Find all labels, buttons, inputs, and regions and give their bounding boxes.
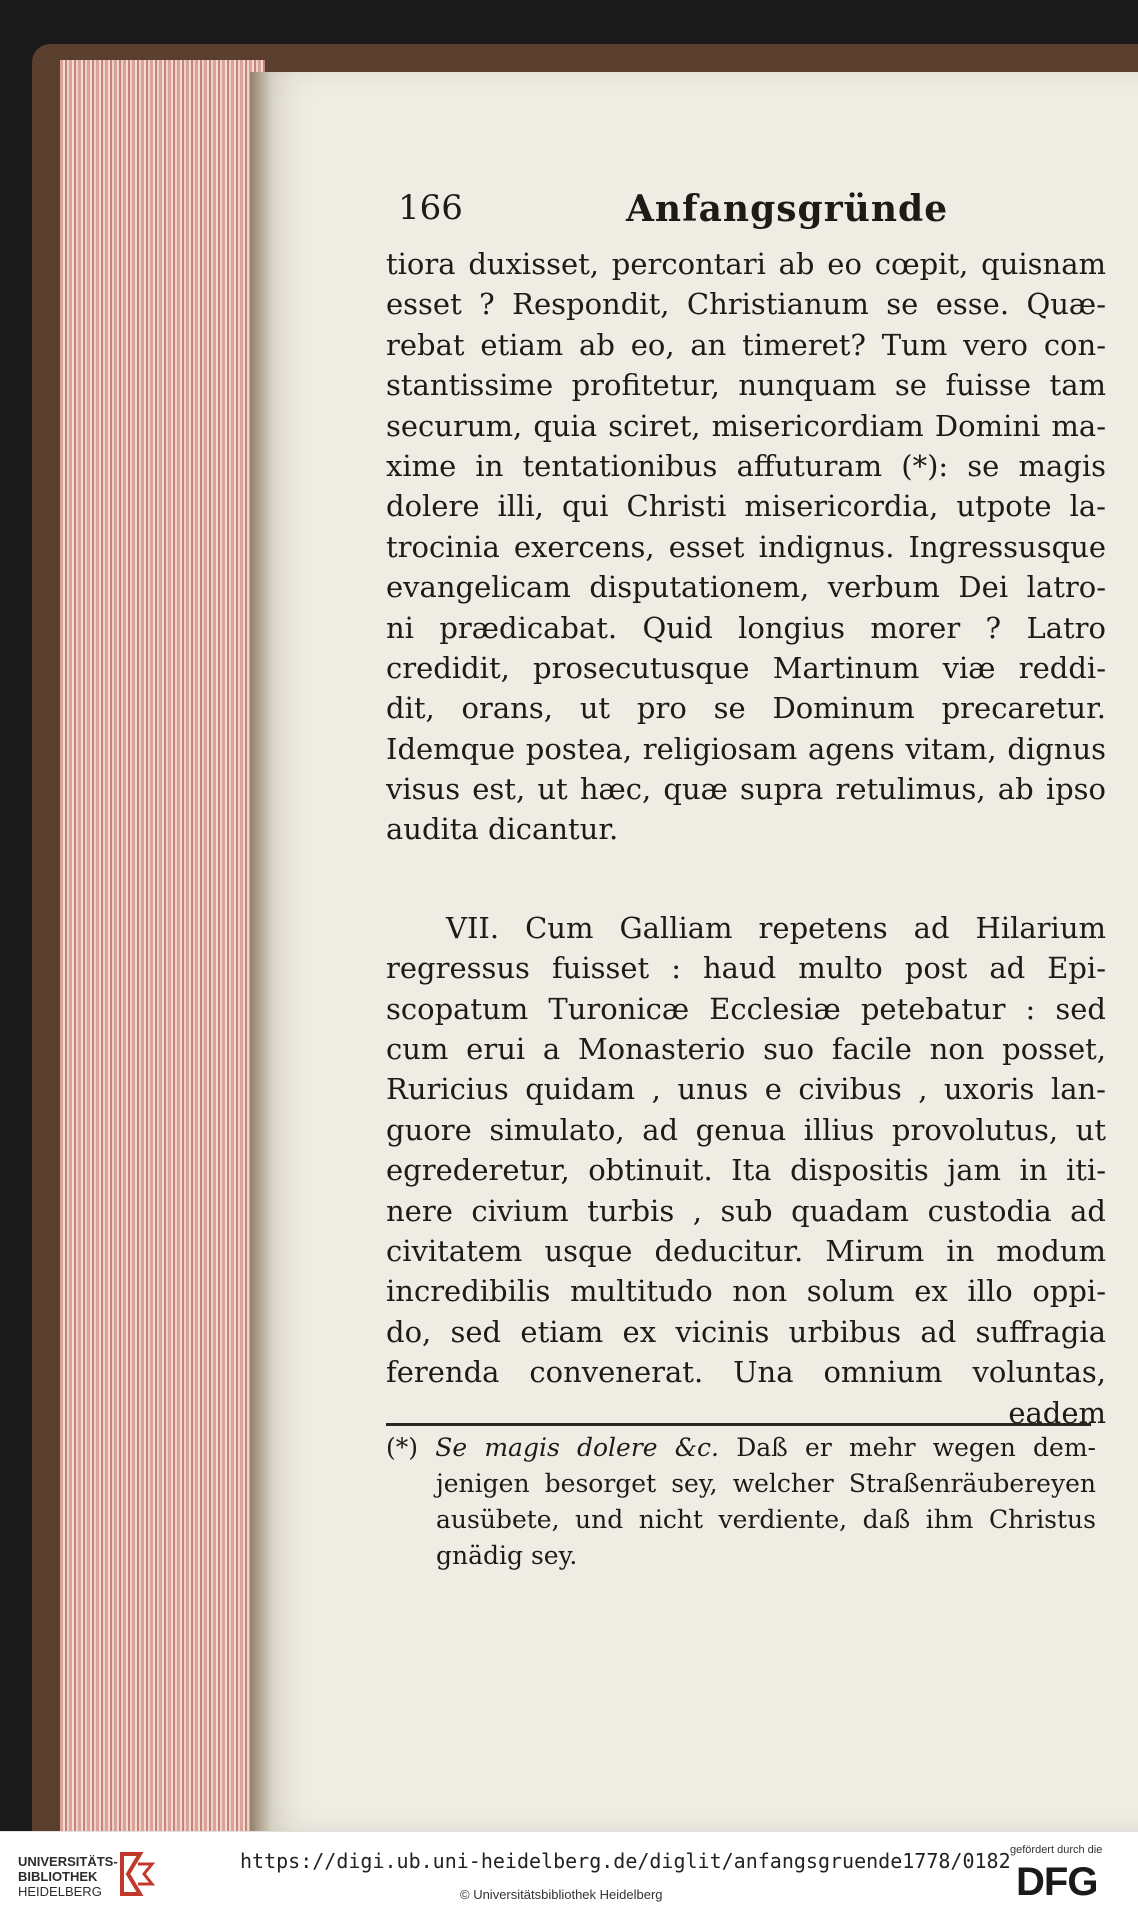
page-url-link[interactable]: https://digi.ub.uni-heidelberg.de/diglit/anfangsgruende1778/0182 — [240, 1849, 1011, 1873]
page-gutter — [250, 72, 272, 1831]
text-line: esset ? Respondit, Christianum se esse. Quæ- — [386, 287, 1106, 322]
footnote-rule — [386, 1423, 1091, 1426]
text-line: civitatem usque deducitur. Mirum in modum — [386, 1233, 1106, 1268]
text-line: Ruricius quidam , unus e civibus , uxoris lan- — [386, 1072, 1106, 1107]
text-line: tiora duxisset, percontari ab eo cœpit, quisnam — [386, 247, 1106, 281]
footnote-lemma: Se magis dolere &c. — [435, 1433, 719, 1462]
copyright-notice: © Universitätsbibliothek Heidelberg — [460, 1887, 663, 1902]
text-line: xime in tentationibus affuturam (*): se magis — [386, 448, 1106, 483]
footnote-line: jenigen besorget sey, welcher Straßenräubereyen — [436, 1469, 1096, 1498]
text-line: ferenda convenerat. Una omnium voluntas, — [386, 1355, 1106, 1390]
main-text — [386, 244, 1106, 1433]
library-name-line: BIBLIOTHEK — [18, 1869, 98, 1884]
viewer-footer — [0, 1831, 1138, 1914]
text-line: egrederetur, obtinuit. Ita dispositis jam in iti- — [386, 1153, 1106, 1188]
text-line: rebat etiam ab eo, an timeret? Tum vero con- — [386, 327, 1106, 362]
footnote-line: ausübete, und nicht verdiente, daß ihm Christus — [436, 1505, 1096, 1534]
footnote-line — [386, 1430, 1096, 1466]
text-line: trocinia exercens, esset indignus. Ingressusque — [386, 529, 1106, 564]
text-line: scopatum Turonicæ Ecclesiæ petebatur : sed — [386, 991, 1106, 1026]
text-line: visus est, ut hæc, quæ supra retulimus, ab ipso — [386, 772, 1106, 807]
text-line: audita dicantur. — [386, 812, 619, 847]
text-line: cum erui a Monasterio suo facile non posset, — [386, 1032, 1106, 1067]
footnote — [386, 1430, 1096, 1574]
running-head: Anfangsgründe — [626, 188, 949, 230]
library-logo-icon — [118, 1850, 158, 1896]
text-line: evangelicam disputationem, verbum Dei latro- — [386, 570, 1106, 605]
footnote-marker: (*) — [386, 1433, 419, 1462]
dfg-logo: DFG — [1016, 1860, 1098, 1904]
text-line: incredibilis multitudo non solum ex illo oppi- — [386, 1274, 1106, 1309]
text-line: Idemque postea, religiosam agens vitam, dignus — [386, 731, 1106, 766]
text-line: securum, quia sciret, misericordiam Domini ma- — [386, 408, 1106, 443]
text-line: regressus fuisset : haud multo post ad Epi- — [386, 951, 1106, 986]
library-name-line: UNIVERSITÄTS- — [18, 1854, 118, 1869]
catchword: eadem — [1008, 1395, 1106, 1430]
page-header — [398, 188, 1098, 234]
page-number: 166 — [398, 188, 463, 228]
text-line: stantissime profitetur, nunquam se fuisse tam — [386, 368, 1106, 403]
text-line: VII. Cum Galliam repetens ad Hilarium — [446, 910, 1106, 945]
footnote-line: gnädig sey. — [436, 1541, 578, 1570]
paragraph-gap — [386, 850, 1106, 908]
text-line: credidit, prosecutusque Martinum viæ reddi- — [386, 650, 1106, 685]
library-name — [18, 1854, 118, 1899]
page-edges — [60, 60, 265, 1831]
library-name-line: HEIDELBERG — [18, 1884, 102, 1899]
text-line: do, sed etiam ex vicinis urbibus ad suffragia — [386, 1314, 1106, 1349]
text-line: ni prædicabat. Quid longius morer ? Latro — [386, 610, 1106, 645]
text-line: dolere illi, qui Christi misericordia, utpote la- — [386, 489, 1106, 524]
text-line: nere civium turbis , sub quadam custodia ad — [386, 1193, 1106, 1228]
funding-label: gefördert durch die — [1010, 1844, 1103, 1856]
text-line: guore simulato, ad genua illius provolutus, ut — [386, 1112, 1106, 1147]
footnote-text: Daß er mehr wegen dem- — [736, 1433, 1096, 1462]
text-line: dit, orans, ut pro se Dominum precaretur. — [386, 691, 1106, 726]
